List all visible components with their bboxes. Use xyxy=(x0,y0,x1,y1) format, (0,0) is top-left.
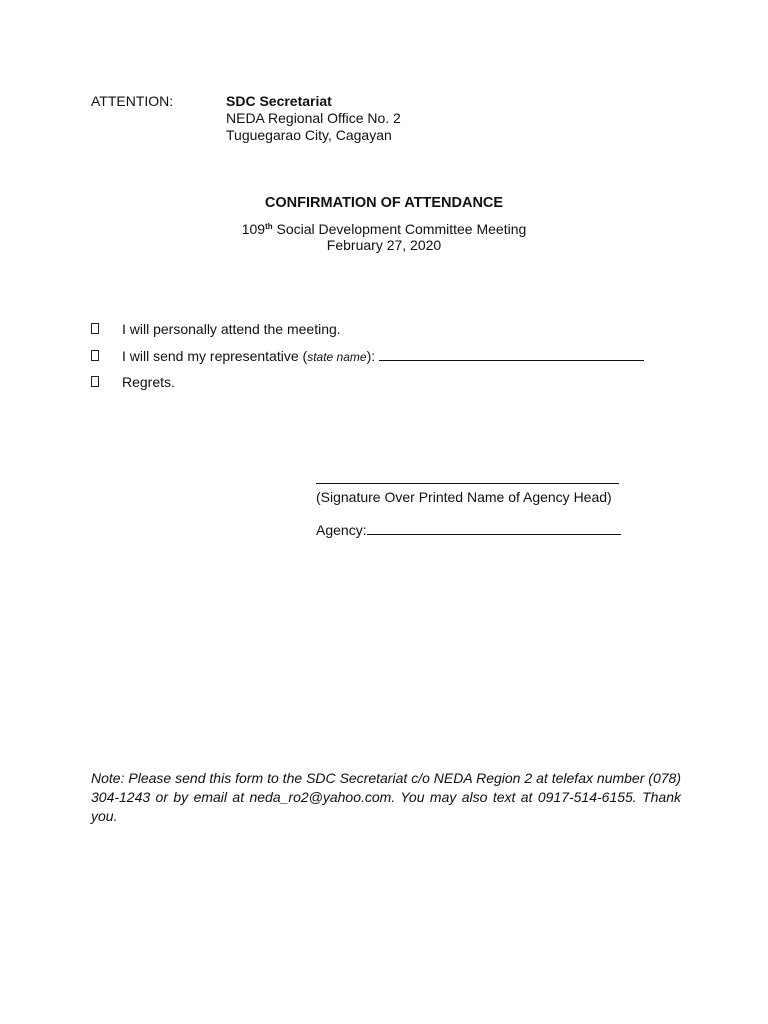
representative-name-field[interactable] xyxy=(379,349,644,361)
agency-line xyxy=(316,522,621,538)
meeting-name-line xyxy=(0,221,768,237)
attention-label: ATTENTION: xyxy=(91,93,174,109)
state-name-hint: state name xyxy=(307,350,367,364)
checkbox-regrets[interactable] xyxy=(91,376,99,387)
option-regrets[interactable] xyxy=(91,374,175,390)
option-representative-text: I will send my representative ( xyxy=(122,348,308,364)
agency-label: Agency: xyxy=(316,522,367,538)
option-regrets-label: Regrets. xyxy=(122,374,175,390)
option-representative-label xyxy=(122,348,644,364)
recipient-name: SDC Secretariat xyxy=(226,93,332,109)
recipient-office: NEDA Regional Office No. 2 xyxy=(226,110,401,126)
checkbox-representative[interactable] xyxy=(91,350,99,361)
option-attend[interactable] xyxy=(91,321,341,337)
meeting-date: February 27, 2020 xyxy=(326,237,442,253)
meeting-ordinal-suffix: th xyxy=(265,222,273,231)
page-title: CONFIRMATION OF ATTENDANCE xyxy=(264,195,504,211)
signature-caption: (Signature Over Printed Name of Agency Head) xyxy=(316,489,612,505)
signature-field[interactable] xyxy=(316,473,619,484)
attention-address-block xyxy=(226,93,401,144)
option-representative[interactable] xyxy=(91,348,380,364)
meeting-name: Social Development Committee Meeting xyxy=(276,221,527,237)
option-representative-text-after: ): xyxy=(366,348,380,364)
meeting-number: 109 xyxy=(241,221,266,237)
agency-field[interactable] xyxy=(367,523,621,535)
footer-note: Note: Please send this form to the SDC Secretariat c/o NEDA Region 2 at telefax number (078) 304-1243 or by email at neda_ro2@yahoo.com. You may also text at 0917-514-6155. Thank you. xyxy=(91,770,681,824)
checkbox-attend[interactable] xyxy=(91,323,99,334)
recipient-city: Tuguegarao City, Cagayan xyxy=(226,127,392,143)
option-attend-label: I will personally attend the meeting. xyxy=(122,321,341,337)
